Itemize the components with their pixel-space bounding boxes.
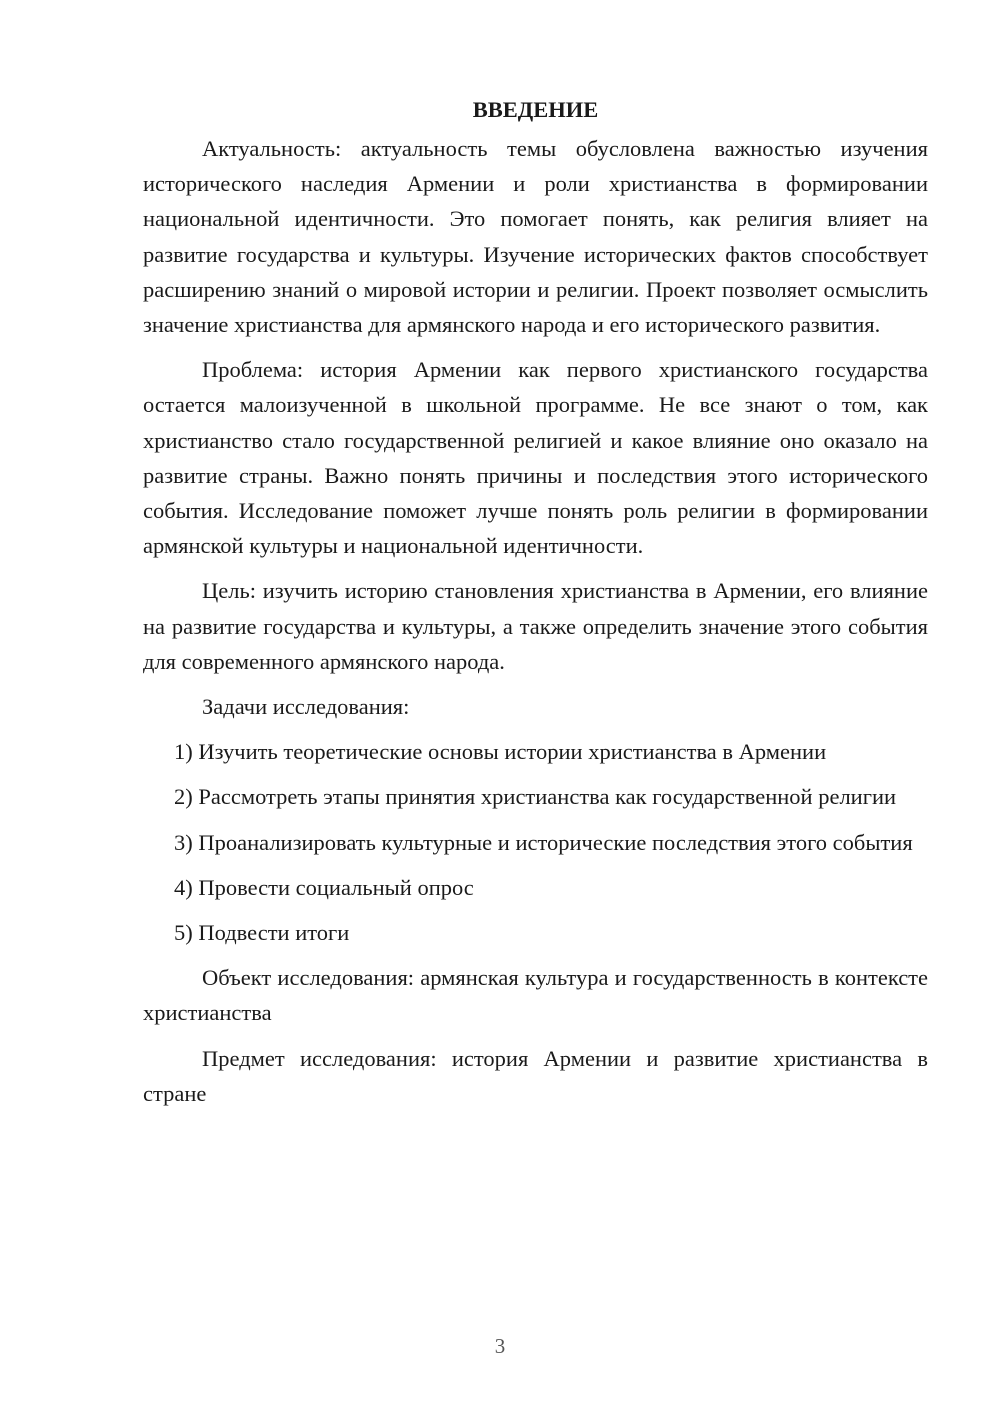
page-title: ВВЕДЕНИЕ xyxy=(472,97,599,122)
page-number: 3 xyxy=(494,1334,506,1358)
task-item: 3) Проанализировать культурные и исторические последствия этого события xyxy=(174,829,913,855)
task-item: 5) Подвести итоги xyxy=(174,920,350,946)
object-paragraph: Объект исследования: армянская культура и государственность в контексте христианства xyxy=(143,965,928,1026)
tasks-heading: Задачи исследования: xyxy=(202,694,410,720)
subject-paragraph: Предмет исследования: история Армении и развитие христианства в стране xyxy=(143,1045,928,1106)
page-content xyxy=(143,92,928,1121)
goal-paragraph: Цель: изучить историю становления христианства в Армении, его влияние на развитие государства и культуры, а также определить значение этого события для современного армянского народа. xyxy=(143,578,928,674)
problem-paragraph: Проблема: история Армении как первого христианского государства остается малоизученной в школьной программе. Не все знают о том, как христианство стало государственной религией и какое влияние оно оказало на развитие страны. Важно понять причины и последствия этого исторического события. Исследование поможет лучше понять роль религии в формировании армянской культуры и национальной идентичности. xyxy=(143,357,928,559)
task-item: 2) Рассмотреть этапы принятия христианства как государственной религии xyxy=(174,784,897,810)
relevance-paragraph: Актуальность: актуальность темы обусловлена важностью изучения исторического наследия Армении и роли христианства в формировании национальной идентичности. Это помогает понять, как религия влияет на развитие государства и культуры. Изучение исторических фактов способствует расширению знаний о мировой истории и религии. Проект позволяет осмыслить значение христианства для армянского народа и его исторического развития. xyxy=(143,136,928,338)
task-item: 1) Изучить теоретические основы истории христианства в Армении xyxy=(174,739,827,765)
task-item: 4) Провести социальный опрос xyxy=(174,874,474,900)
